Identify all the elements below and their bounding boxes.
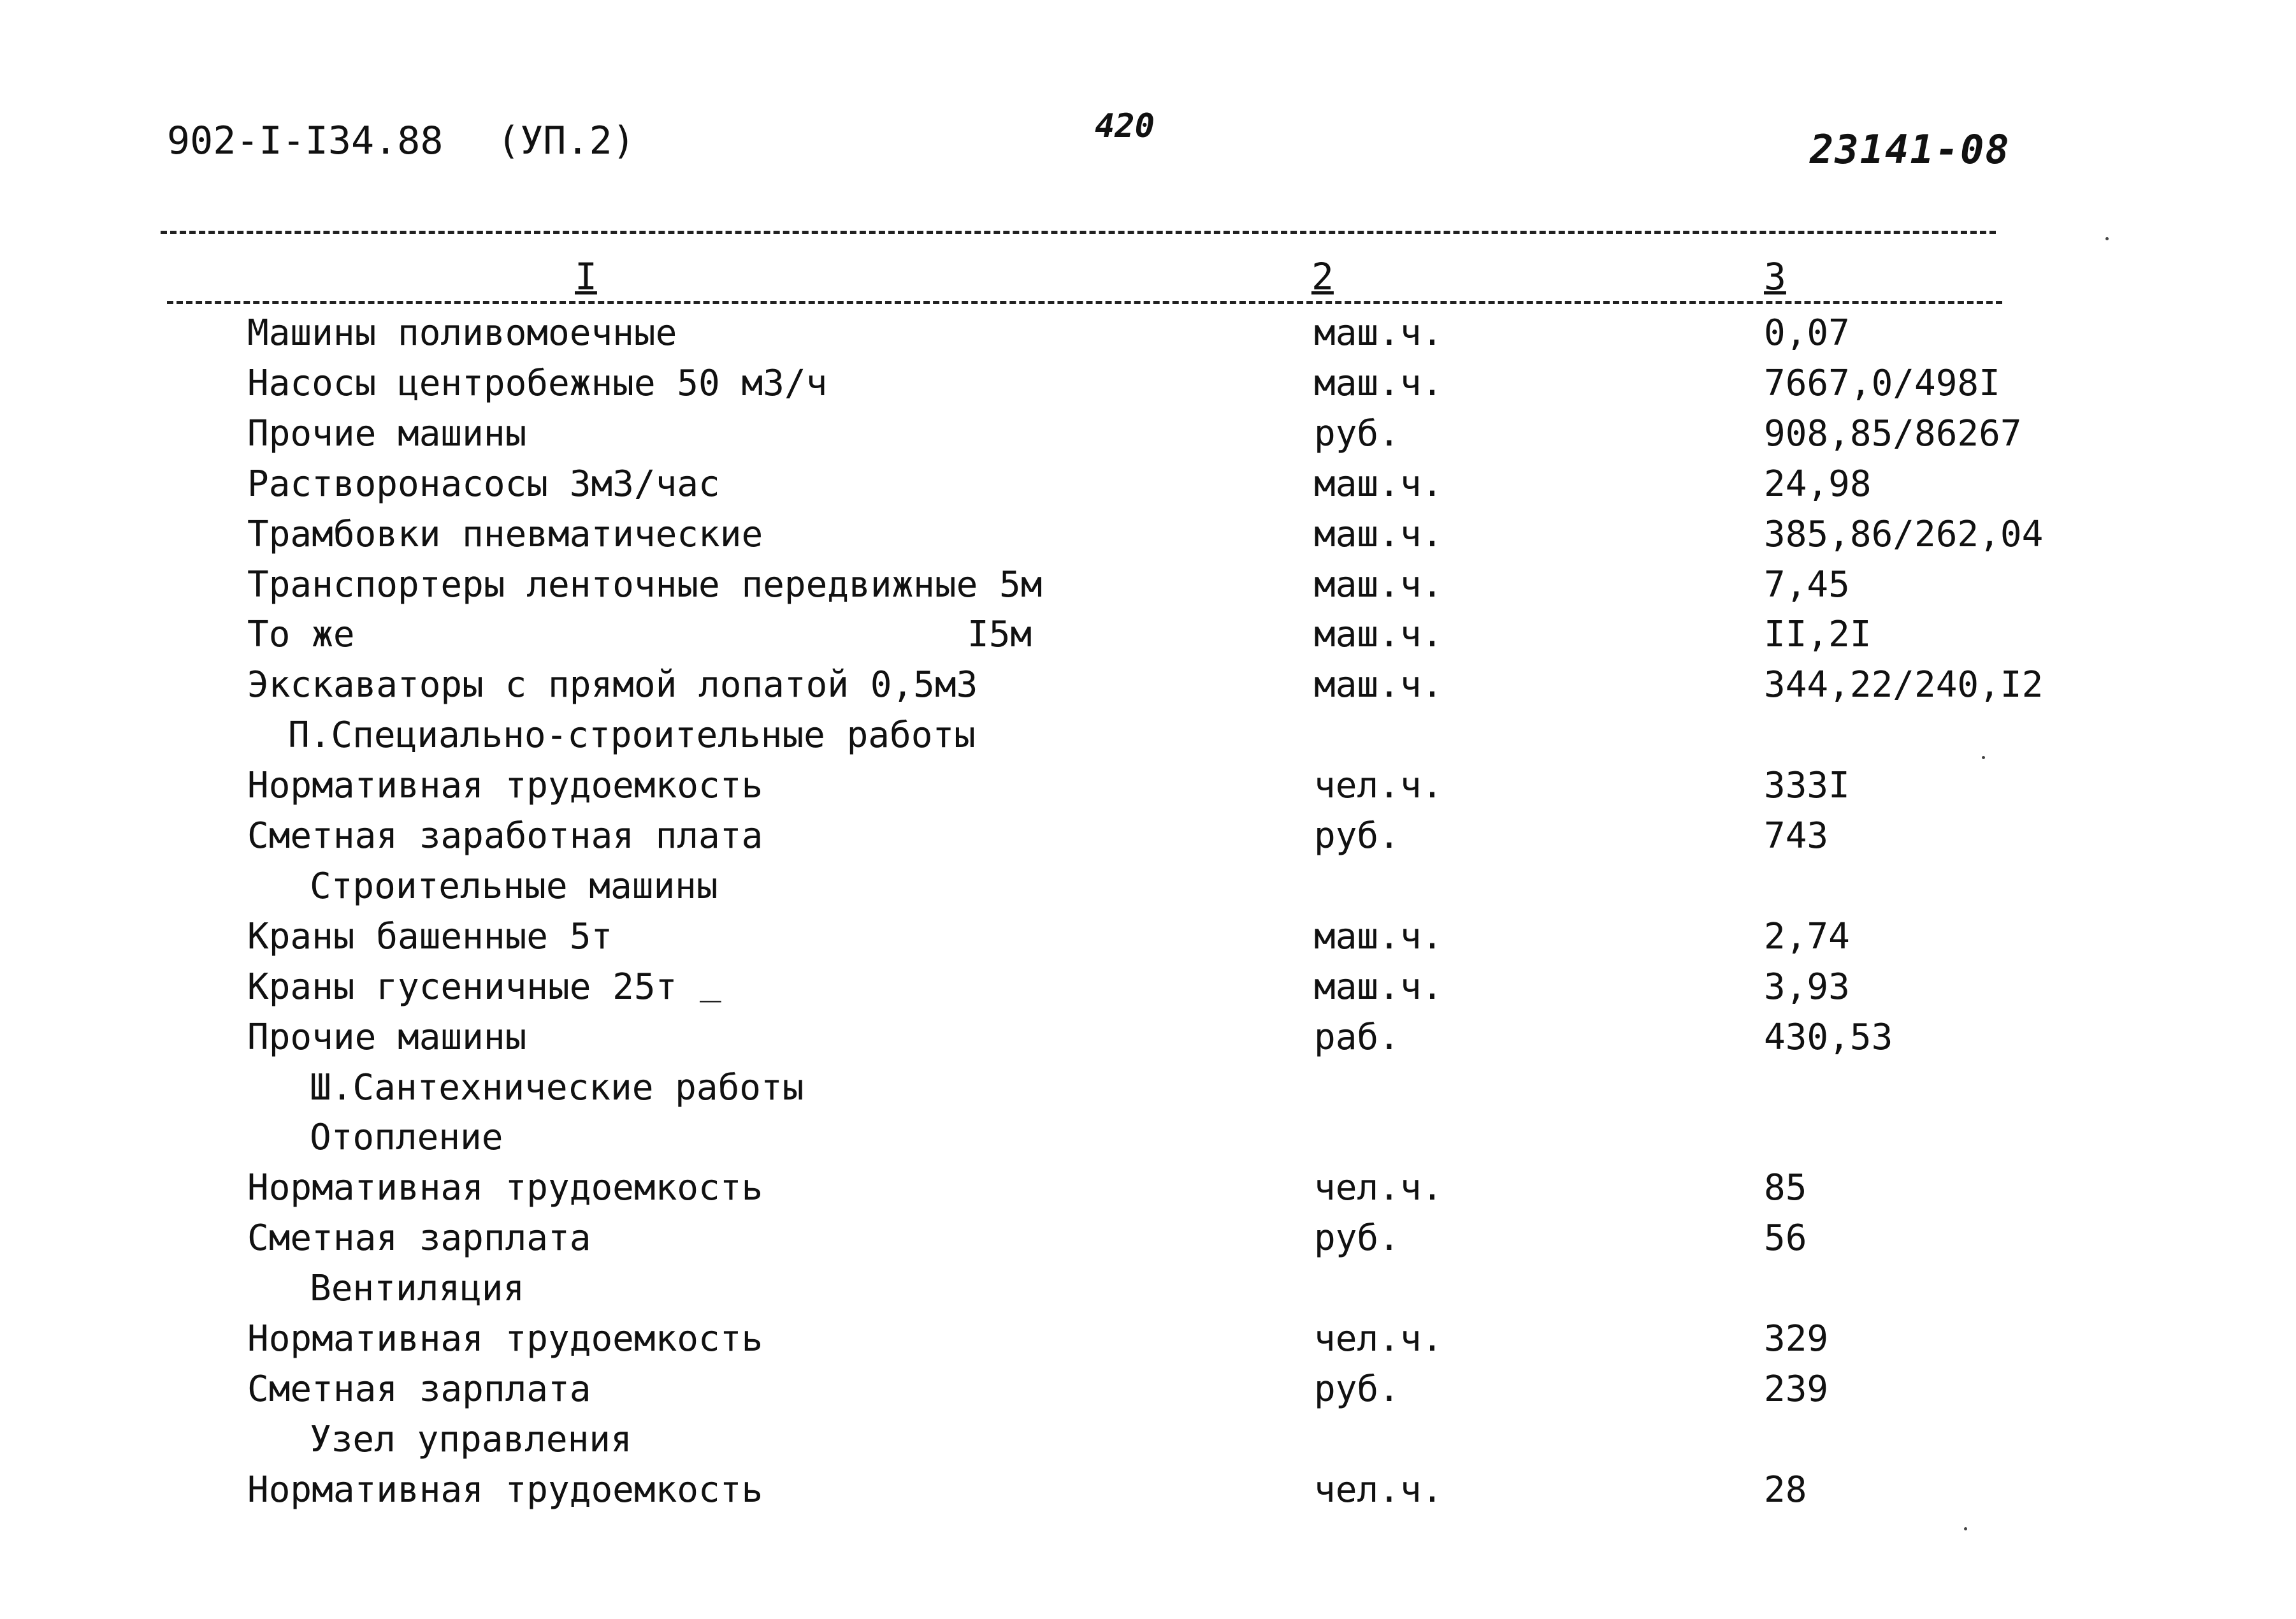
table-top-rule: [161, 231, 1996, 234]
row-unit: руб.: [1314, 1217, 1400, 1260]
row-unit: чел.ч.: [1314, 1318, 1443, 1360]
table-row: [0, 413, 2296, 463]
column-number-2: 2: [1311, 255, 1334, 298]
table-row: [0, 463, 2296, 513]
album-number: (УП.2): [497, 119, 635, 163]
row-name: Транспортеры ленточные передвижные 5м: [247, 563, 1043, 606]
row-unit: раб.: [1314, 1016, 1400, 1058]
row-unit: маш.ч.: [1314, 362, 1443, 404]
table-row: [0, 1017, 2296, 1066]
row-value: 3,93: [1764, 966, 1850, 1008]
row-name: Краны башенные 5т: [247, 915, 613, 957]
row-name: Прочие машины: [247, 412, 527, 454]
row-value: 85: [1764, 1167, 1807, 1209]
row-name: Сметная зарплата: [247, 1368, 591, 1410]
row-name: Нормативная трудоемкость: [247, 1318, 763, 1360]
row-name: Сметная заработная плата: [247, 815, 763, 857]
page-number: 420: [1095, 107, 1155, 145]
subsection-heading-row: [0, 1067, 2296, 1117]
row-value: 7,45: [1764, 563, 1850, 606]
scan-speck: [1982, 756, 1985, 759]
table-row: [0, 1217, 2296, 1267]
scan-speck: [1964, 1527, 1967, 1530]
row-name: Строительные машины: [310, 865, 718, 907]
row-value: 430,53: [1764, 1016, 1893, 1058]
row-unit: маш.ч.: [1314, 664, 1443, 706]
table-row: [0, 1469, 2296, 1519]
column-number-3: 3: [1764, 255, 1786, 298]
table-row: [0, 363, 2296, 412]
row-name: Вентиляция: [310, 1268, 525, 1310]
column-number-1: I: [575, 255, 597, 298]
table-row: [0, 664, 2296, 714]
row-unit: маш.ч.: [1314, 563, 1443, 606]
table-row: [0, 1369, 2296, 1418]
table-header-rule: [167, 301, 2002, 304]
row-note: _: [700, 961, 721, 1003]
row-value: 0,07: [1764, 312, 1850, 354]
row-name: Нормативная трудоемкость: [247, 1469, 763, 1511]
inventory-number: 23141-08: [1810, 126, 2011, 173]
row-name: То же: [247, 614, 355, 656]
table-row: [0, 1318, 2296, 1368]
row-value: 743: [1764, 815, 1829, 857]
row-value: 24,98: [1764, 463, 1872, 505]
row-unit: маш.ч.: [1314, 966, 1443, 1008]
row-value: II,2I: [1764, 614, 1872, 656]
row-name: Краны гусеничные 25т: [247, 966, 677, 1008]
scan-speck: [2105, 237, 2109, 240]
row-value: 333I: [1764, 765, 1850, 807]
row-value: 385,86/262,04: [1764, 513, 2044, 555]
row-name: Трамбовки пневматические: [247, 513, 763, 555]
row-value: 239: [1764, 1368, 1829, 1410]
row-name: Узел управления: [310, 1418, 632, 1460]
row-value: 2,74: [1764, 915, 1850, 957]
row-name: Сметная зарплата: [247, 1217, 591, 1260]
table-row: [0, 614, 2296, 664]
table-row: [0, 312, 2296, 362]
row-name: Нормативная трудоемкость: [247, 765, 763, 807]
subsection-heading-row: [0, 866, 2296, 915]
row-value: 344,22/240,I2: [1764, 664, 2044, 706]
row-name: Отопление: [310, 1117, 503, 1159]
row-unit: маш.ч.: [1314, 463, 1443, 505]
row-unit: руб.: [1314, 815, 1400, 857]
row-value: 908,85/86267: [1764, 412, 2022, 454]
row-name: Ш.Сантехнические работы: [310, 1066, 804, 1108]
row-value: 7667,0/498I: [1764, 362, 2000, 404]
table-row: [0, 1167, 2296, 1217]
row-unit: руб.: [1314, 412, 1400, 454]
row-name: Насосы центробежные 50 м3/ч: [247, 362, 828, 404]
row-note: I5м: [967, 614, 1032, 656]
section-heading-row: [0, 715, 2296, 764]
row-name: Растворонасосы 3м3/час: [247, 463, 720, 505]
row-unit: маш.ч.: [1314, 312, 1443, 354]
row-unit: чел.ч.: [1314, 765, 1443, 807]
row-value: 28: [1764, 1469, 1807, 1511]
table-row: [0, 765, 2296, 815]
table-row: [0, 916, 2296, 966]
row-name: П.Специально-строительные работы: [288, 715, 976, 757]
document-code: 902-I-I34.88: [167, 119, 444, 163]
row-unit: чел.ч.: [1314, 1469, 1443, 1511]
row-value: 56: [1764, 1217, 1807, 1260]
table-row: [0, 564, 2296, 614]
table-row: [0, 815, 2296, 865]
table-row: [0, 514, 2296, 563]
row-name: Прочие машины: [247, 1016, 527, 1058]
row-unit: руб.: [1314, 1368, 1400, 1410]
row-name: Машины поливомоечные: [247, 312, 677, 354]
row-name: Экскаваторы с прямой лопатой 0,5м3: [247, 664, 978, 706]
row-name: Нормативная трудоемкость: [247, 1167, 763, 1209]
subsection-heading-row: [0, 1419, 2296, 1469]
row-unit: маш.ч.: [1314, 513, 1443, 555]
row-unit: маш.ч.: [1314, 614, 1443, 656]
table-row: [0, 961, 2296, 1016]
row-value: 329: [1764, 1318, 1829, 1360]
subsection-heading-row: [0, 1117, 2296, 1166]
subsection-heading-row: [0, 1268, 2296, 1318]
row-unit: маш.ч.: [1314, 915, 1443, 957]
row-unit: чел.ч.: [1314, 1167, 1443, 1209]
